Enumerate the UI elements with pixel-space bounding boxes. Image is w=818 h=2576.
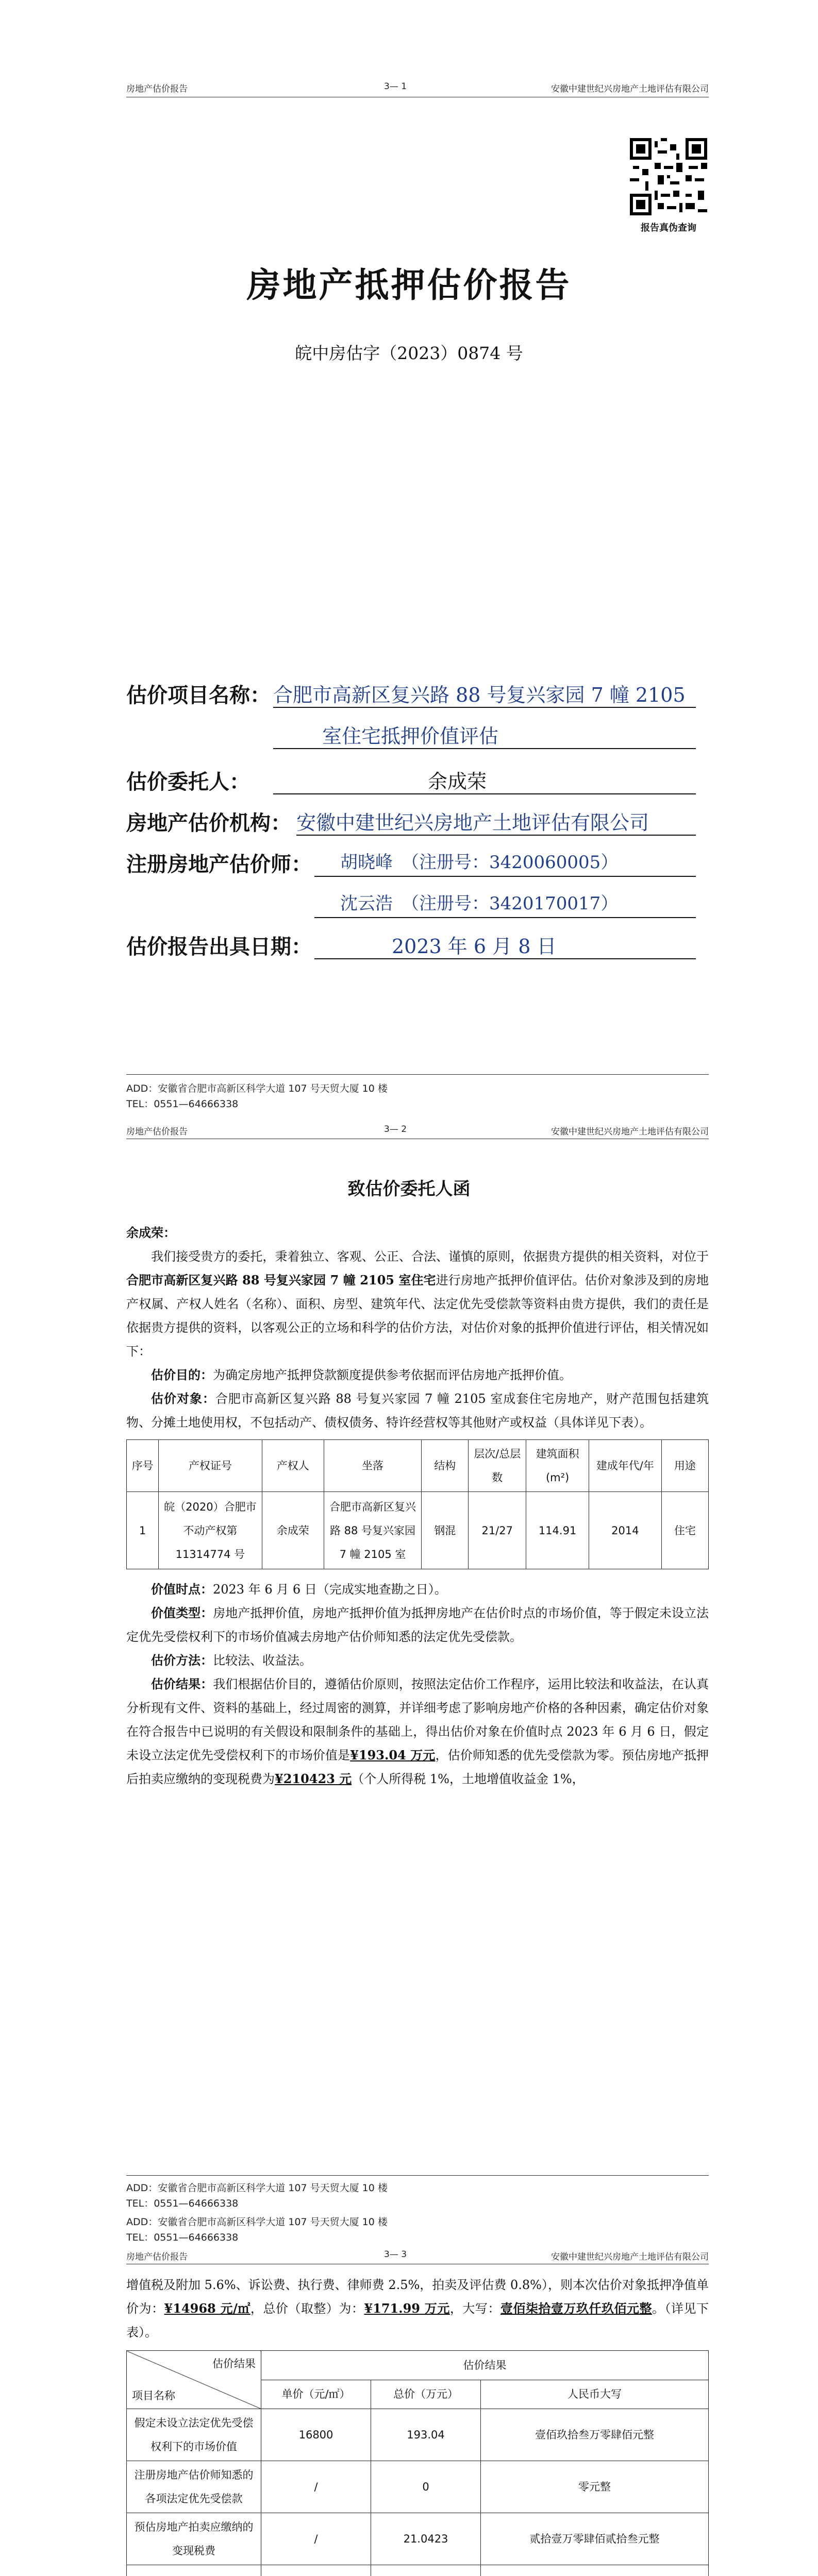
row-upper [481, 2565, 709, 2576]
result-text-c: （个人所得税 1%，土地增值收益金 1%， [352, 1772, 585, 1786]
qr-caption: 报告真伪查询 [641, 223, 696, 233]
header-page-indicator: 3— 1 [384, 81, 407, 92]
result-continued [126, 2273, 709, 2576]
row-upper: 壹佰玖拾叁万零肆佰元整 [481, 2409, 709, 2461]
page-header [126, 81, 709, 97]
property-table [126, 1439, 709, 1569]
project-name-value-2: 室住宅抵押价值评估 [322, 725, 499, 748]
cell-area: 114.91 [526, 1492, 589, 1569]
qr-code[interactable] [630, 138, 707, 215]
row-label [127, 2565, 261, 2576]
result-page [0, 2215, 818, 2576]
project-name-label: 估价项目名称： [126, 683, 271, 707]
row-total: 21.0423 [371, 2513, 481, 2565]
col-floor: 层次/总层数 [469, 1440, 526, 1492]
row-label: 注册房地产估价师知悉的各项法定优先受偿款 [127, 2461, 261, 2513]
total-value: ¥171.99 万元 [364, 2301, 450, 2316]
page-footer [126, 2180, 388, 2211]
value-type-label: 价值类型： [151, 1605, 213, 1620]
method-paragraph [126, 1649, 709, 1672]
value-date-label: 价值时点： [151, 1582, 213, 1597]
date-paragraph [126, 1578, 709, 1601]
footer-address: ADD：安徽省合肥市高新区科学大道 107 号天贸大厦 10 楼 [126, 2216, 388, 2228]
col-usage: 用途 [661, 1440, 708, 1492]
tax-value: ¥210423 元 [275, 1771, 352, 1786]
method-label: 估价方法： [151, 1653, 213, 1668]
purpose-paragraph [126, 1363, 709, 1387]
method-text: 比较法、收益法。 [213, 1653, 312, 1668]
cell-year: 2014 [589, 1492, 662, 1569]
object-paragraph [126, 1387, 709, 1434]
col-location: 坐落 [324, 1440, 421, 1492]
letter-title: 致估价委托人函 [347, 1179, 471, 1199]
letter-body [126, 1221, 709, 1791]
row-label: 假定未设立法定优先受偿权利下的市场价值 [127, 2409, 261, 2461]
cover-title: 房地产抵押估价报告 [246, 265, 572, 305]
header-page-indicator: 3— 3 [384, 2249, 407, 2260]
header-left: 房地产估价报告 [126, 2252, 188, 2262]
result-text-g: 。（详见下表）。 [126, 2301, 709, 2340]
project-name-underline-2 [273, 748, 696, 749]
cell-usage: 住宅 [661, 1492, 708, 1569]
row-upper: 贰拾壹万零肆佰贰拾叁元整 [481, 2513, 709, 2565]
page-footer-top [126, 2214, 388, 2245]
result-text-b: ，估价师知悉的优先受偿款为零。预估房地产抵押后拍卖应缴纳的变现税费为 [126, 1748, 709, 1786]
date-underline [314, 958, 696, 959]
client-value: 余成荣 [428, 770, 487, 793]
cell-structure: 钢混 [422, 1492, 469, 1569]
header-left: 房地产估价报告 [126, 1127, 188, 1137]
col-total-price: 总价（万元） [371, 2380, 481, 2409]
result-text-f: ，大写： [449, 2301, 500, 2316]
cell-owner: 余成荣 [262, 1492, 324, 1569]
col-unit-price: 单价（元/㎡） [261, 2380, 371, 2409]
appraiser-label: 注册房地产估价师： [126, 852, 312, 876]
intro-text-c: 进行房地产抵押价值评估。估价对象涉及到的房地产权属、产权人姓名（名称）、面积、房型、建筑年代、法定优先受偿款等资料由贵方提供，我们的责任是依据贵方提供的资料，以客观公正的立场和科学的估价方法，对估价对象的抵押价值进行评估，相关情况如下： [126, 1273, 709, 1359]
footer-tel: TEL：0551—64666338 [126, 2232, 239, 2243]
cell-location: 合肥市高新区复兴路 88 号复兴家园 7 幢 2105 室 [324, 1492, 421, 1569]
result-table [126, 2350, 709, 2576]
qr-code-icon [630, 138, 707, 215]
property-address: 合肥市高新区复兴路 88 号复兴家园 7 幢 2105 室住宅 [126, 1273, 436, 1287]
result-paragraph [126, 1672, 709, 1791]
appraiser-2: 沈云浩 （注册号：3420170017） [340, 893, 619, 914]
header-company: 安徽中建世纪兴房地产土地评估有限公司 [551, 2252, 709, 2262]
salutation: 余成荣： [126, 1225, 176, 1240]
letter-page [0, 1118, 818, 2215]
row-unit: / [261, 2461, 371, 2513]
type-paragraph [126, 1601, 709, 1649]
row-unit [261, 2565, 371, 2576]
client-underline [273, 793, 696, 794]
intro-text-a: 我们接受贵方的委托，秉着独立、客观、公正、合法、谨慎的原则，依据贵方提供的相关资料，对位于 [151, 1249, 709, 1264]
result-table-header-top [127, 2351, 709, 2380]
appraiser-underline-2 [314, 917, 696, 918]
page-header [126, 1124, 709, 1140]
table-row [127, 2409, 709, 2461]
object-label: 估价对象： [151, 1391, 215, 1406]
cover-page [0, 0, 818, 1110]
header-page-indicator: 3— 2 [384, 1124, 407, 1134]
value-type-text: 房地产抵押价值，房地产抵押价值为抵押房地产在估价时点的市场价值，等于假定未设立法定优先受偿权利下的市场价值减去房地产估价师知悉的法定优先受偿款。 [126, 1606, 709, 1644]
row-total: 193.04 [371, 2409, 481, 2461]
corner-top-label: 估价结果 [212, 2358, 256, 2370]
report-number: 皖中房估字（2023）0874 号 [295, 343, 523, 363]
footer-rule [126, 1074, 709, 1075]
header-company: 安徽中建世纪兴房地产土地评估有限公司 [551, 84, 709, 94]
appraiser-underline-1 [314, 876, 696, 877]
row-total [371, 2565, 481, 2576]
agency-label: 房地产估价机构： [126, 811, 291, 835]
cell-cert: 皖（2020）合肥市不动产权第 11314774 号 [159, 1492, 262, 1569]
purpose-text: 为确定房地产抵押贷款额度提供参考依据而评估房地产抵押价值。 [213, 1368, 572, 1382]
footer-tel: TEL：0551—64666338 [126, 1098, 239, 1110]
cell-index: 1 [127, 1492, 159, 1569]
page-header [126, 2249, 709, 2265]
project-name-underline-1 [273, 707, 696, 708]
col-year: 建成年代/年 [589, 1440, 662, 1492]
col-structure: 结构 [422, 1440, 469, 1492]
col-area: 建筑面积(m²) [526, 1440, 589, 1492]
page-footer [126, 1081, 388, 1112]
col-owner: 产权人 [262, 1440, 324, 1492]
appraiser-1: 胡晓峰 （注册号：3420060005） [340, 852, 619, 873]
result-text-a: 我们根据估价目的，遵循估价原则，按照法定估价工作程序，运用比较法和收益法，在认真分析现有文件、资料的基础上，经过周密的测算，并详细考虑了影响房地产价格的各种因素，确定估价对象在符合报告中已说明的有关假设和限制条件的基础上，得出估价对象在价值时点 2023 年 6 月 6 日，假定未设立法定优先受偿权利下的市场价值是 [126, 1677, 709, 1762]
result-cont-paragraph [126, 2273, 709, 2344]
row-upper: 零元整 [481, 2461, 709, 2513]
object-text: 合肥市高新区复兴路 88 号复兴家园 7 幢 2105 室成套住宅房地产，财产范围包括建筑物、分摊土地使用权，不包括动产、债权债务、特许经营权等其他财产或权益（具体详见下表）。 [126, 1392, 709, 1430]
corner-bottom-label: 项目名称 [132, 2389, 175, 2402]
header-left: 房地产估价报告 [126, 84, 188, 94]
agency-underline [296, 835, 696, 836]
col-rmb-upper: 人民币大写 [481, 2380, 709, 2409]
footer-tel: TEL：0551—64666338 [126, 2198, 239, 2209]
row-total: 0 [371, 2461, 481, 2513]
col-cert: 产权证号 [159, 1440, 262, 1492]
footer-address: ADD：安徽省合肥市高新区科学大道 107 号天贸大厦 10 楼 [126, 1083, 388, 1094]
table-row [127, 1492, 709, 1569]
row-unit: 16800 [261, 2409, 371, 2461]
total-upper: 壹佰柒拾壹万玖仟玖佰元整 [500, 2301, 652, 2316]
table-row [127, 2565, 709, 2576]
purpose-label: 估价目的： [151, 1367, 213, 1382]
value-date-text: 2023 年 6 月 6 日（完成实地查勘之日）。 [213, 1582, 447, 1597]
table-row [127, 2461, 709, 2513]
unit-value: ¥14968 元/㎡ [164, 2301, 251, 2316]
result-text-d: 增值税及附加 5.6%、诉讼费、执行费、律师费 2.5%，拍卖及评估费 0.8%），则本次估价对象抵押净值单价为： [126, 2278, 709, 2316]
footer-address: ADD：安徽省合肥市高新区科学大道 107 号天贸大厦 10 楼 [126, 2182, 388, 2194]
col-index: 序号 [127, 1440, 159, 1492]
date-value: 2023 年 6 月 8 日 [392, 935, 557, 958]
corner-cell [127, 2351, 261, 2409]
agency-value: 安徽中建世纪兴房地产土地评估有限公司 [296, 811, 649, 834]
footer-rule [126, 2175, 709, 2176]
date-label: 估价报告出具日期： [126, 935, 312, 959]
intro-paragraph [126, 1245, 709, 1363]
project-name-value-1: 合肥市高新区复兴路 88 号复兴家园 7 幢 2105 [273, 684, 686, 706]
property-table-header [127, 1440, 709, 1492]
market-value: ¥193.04 万元 [350, 1748, 436, 1762]
table-row [127, 2513, 709, 2565]
header-company: 安徽中建世纪兴房地产土地评估有限公司 [551, 1127, 709, 1137]
row-label: 预估房地产拍卖应缴纳的变现税费 [127, 2513, 261, 2565]
group-header: 估价结果 [261, 2351, 709, 2380]
result-label: 估价结果： [151, 1676, 213, 1691]
cell-floor: 21/27 [469, 1492, 526, 1569]
row-unit: / [261, 2513, 371, 2565]
client-label: 估价委托人： [126, 770, 250, 794]
result-text-e: ，总价（取整）为： [250, 2301, 364, 2316]
